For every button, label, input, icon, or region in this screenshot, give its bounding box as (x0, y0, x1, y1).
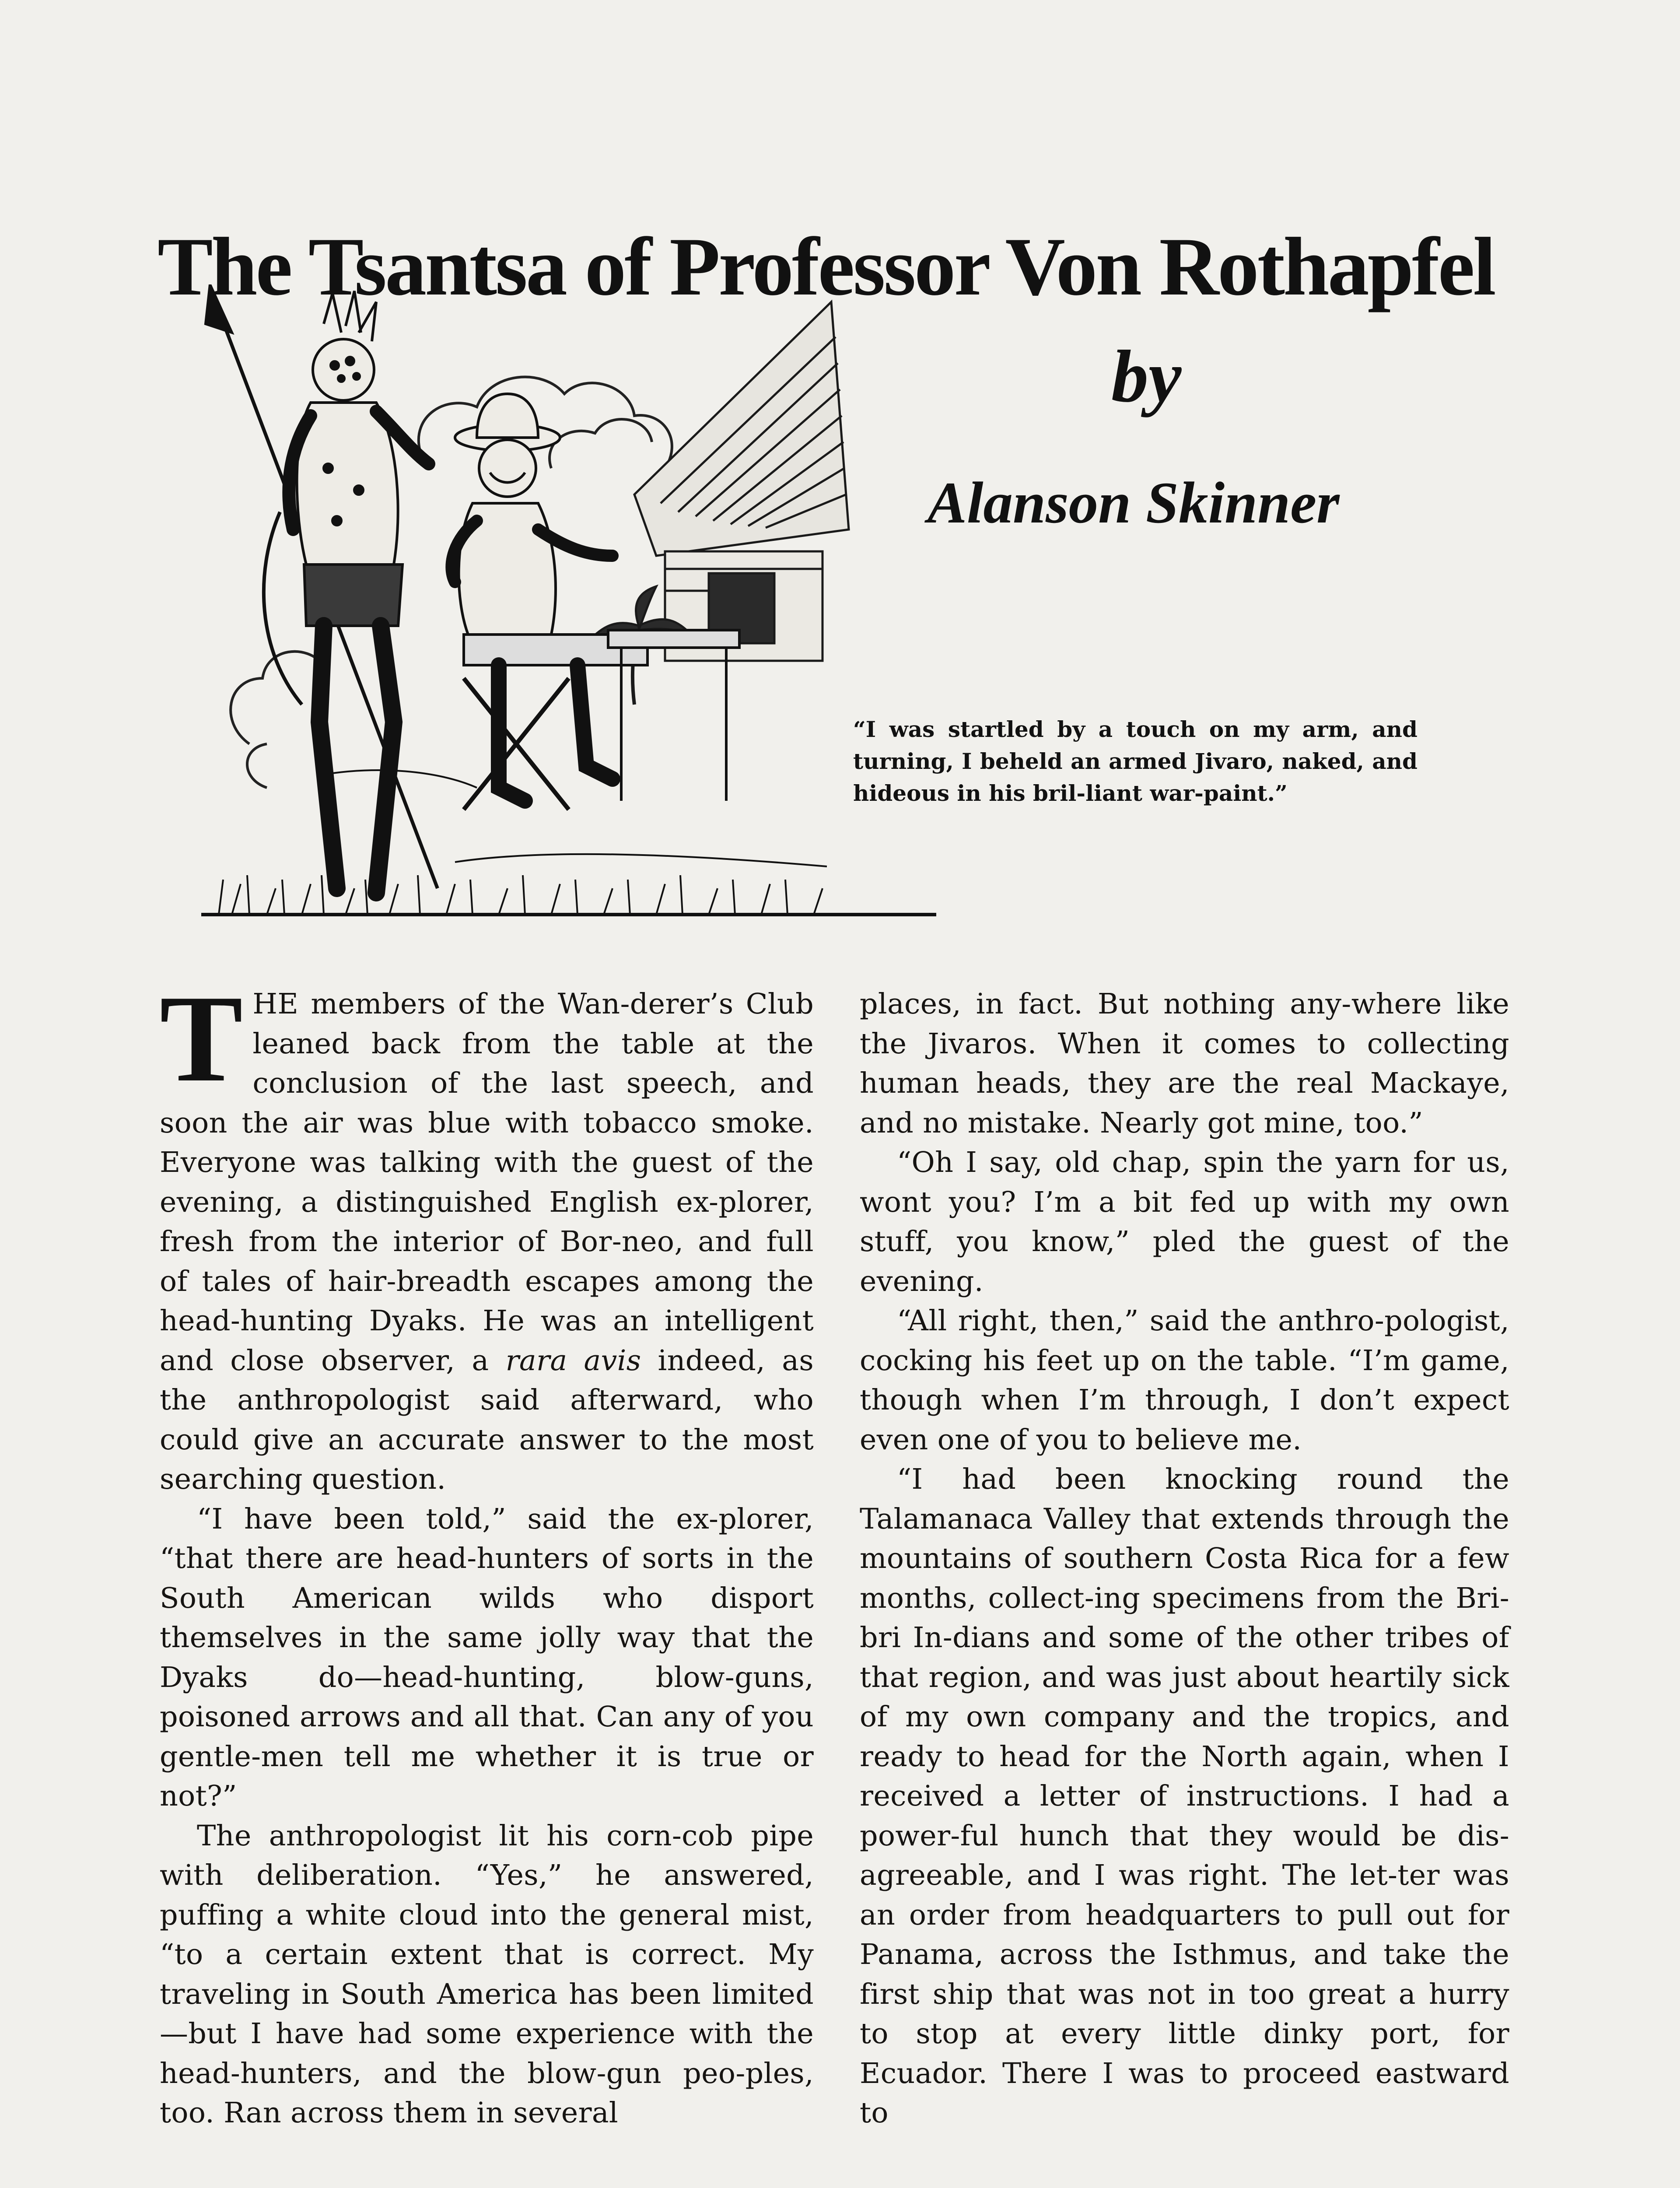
paragraph: The anthropologist lit his corn-cob pipe with deliberation. “Yes,” he answered, puffing a white cloud into the general mist, “to a certain extent that is correct. My traveling in South America has been limited—but I have had some experience with the head-hunters, and the blow-gun peo-ples, too. Ran across them in several (160, 1819, 814, 2129)
author-name: Alanson Skinner (928, 470, 1340, 536)
story-illustration (192, 284, 945, 923)
story-title: The Tsantsa of Professor Von Rothapfel (158, 221, 1494, 313)
paragraph: THE members of the Wan-derer’s Club leaned back from the table at the conclusion of the last speech, and soon the air was blue with tobacco smoke. Everyone was talking with the guest of the evening, a distinguished English ex-plorer, fresh from the interior of Bor-neo, and full of tales of hair-breadth escapes among the head-hunting Dyaks. He was an intelligent and close observer, a rara avis indeed, as the anthropologist said afterward, who could give an accurate answer to the most searching question. (160, 969, 814, 1496)
paragraph: places, in fact. But nothing any-where like the Jivaros. When it comes to collecting human heads, they are the real Mackaye, and no mistake. Nearly got mine, too.” (860, 988, 1509, 1140)
text-column-left (160, 969, 814, 2188)
paragraph: “Oh I say, old chap, spin the yarn for us, wont you? I’m a bit fed up with my own stuff, you know,” pled the guest of the evening. (860, 1146, 1509, 1298)
paragraph: “All right, then,” said the anthro-pologist, cocking his feet up on the table. “I’m game, though when I’m through, I don’t expect even one of you to believe me. (860, 1304, 1509, 1456)
paragraph: “I had been knocking round the Talamanaca Valley that extends through the mountains of southern Costa Rica for a few months, collect-ing specimens from the Bri-bri In-dians and some of the other tribes of that region, and was just about heartily sick of my own company and the tropics, and ready to head for the North again, when I received a letter of instructions. I had a power-ful hunch that they would be dis-agreeable, and I was right. The let-ter was an order from headquarters to pull out for Panama, across the Isthmus, and take the first ship that was not in too great a hurry to stop at every little dinky port, for Ecuador. There I was to proceed eastward to (860, 1463, 1509, 2129)
drop-cap: T (160, 969, 243, 1108)
illustration-caption: “I was startled by a touch on my arm, and turning, I beheld an armed Jivaro, naked, and hideous in his bril-liant war-paint.” (853, 716, 1418, 806)
text-column-right (860, 985, 1509, 2188)
italic-phrase: rara avis (505, 1344, 641, 1377)
paragraph: “I have been told,” said the ex-plorer, “that there are head-hunters of sorts in the South American wilds who disport themselves in the same jolly way that the Dyaks do—head-hunting, blow-guns, poisoned arrows and all that. Can any of you gentle-men tell me whether it is true or not?” (160, 1502, 814, 1813)
byline-by: by (1111, 335, 1182, 417)
